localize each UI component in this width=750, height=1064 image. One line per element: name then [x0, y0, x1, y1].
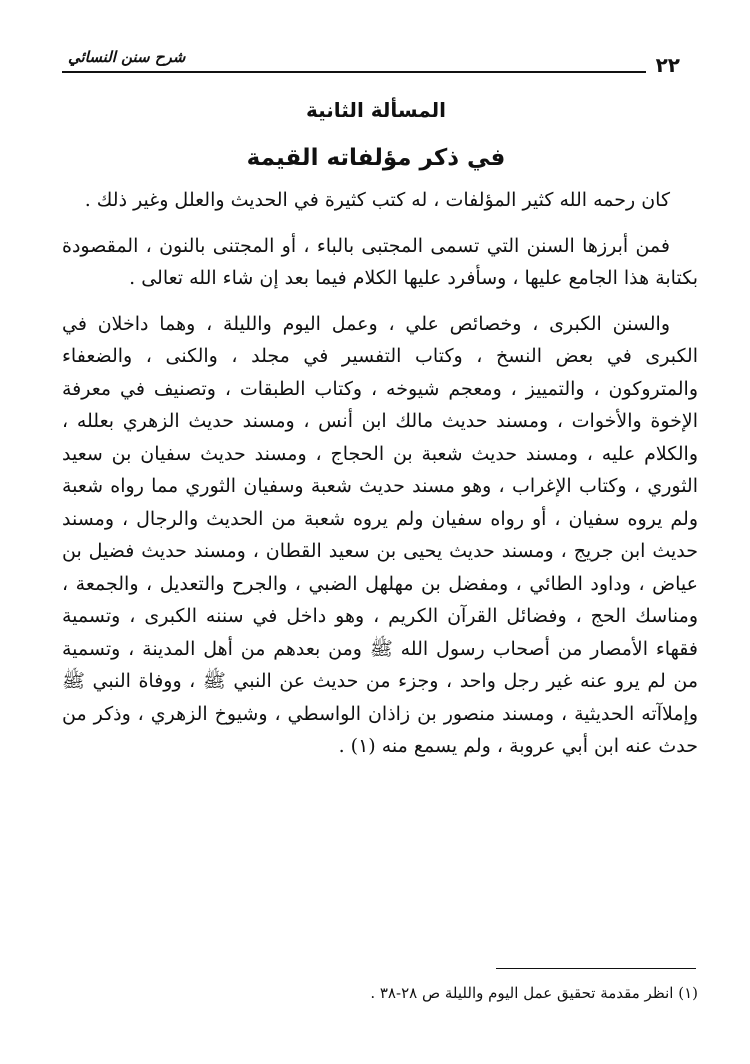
footnote: (١) انظر مقدمة تحقيق عمل اليوم والليلة ص ٢٨-٣٨ .	[370, 984, 698, 1002]
header-rule	[62, 71, 690, 73]
book-title: شرح سنن النسائي	[62, 44, 191, 70]
body-text	[62, 184, 698, 763]
page-number: ٢٢	[646, 52, 690, 78]
section-subheading: في ذكر مؤلفاته القيمة	[246, 145, 506, 171]
paragraph: والسنن الكبرى ، وخصائص علي ، وعمل اليوم والليلة ، وهما داخلان في الكبرى في بعض النسخ ، وكتاب التفسير في مجلد ، والكنى ، والضعفاء والمتروكون ، والتمييز ، ومعجم شيوخه ، وكتاب الطبقات ، وتصنيف في معرفة الإخوة والأخوات ، ومسند حديث مالك ابن أنس ، ومسند حديث الزهري بعلله ، والكلام عليه ، ومسند حديث شعبة بن الحجاج ، ومسند حديث سفيان بن سعيد الثوري ، وكتاب الإغراب ، وهو مسند حديث شعبة وسفيان الثوري مما رواه شعبة ولم يروه سفيان ، أو رواه سفيان ولم يروه شعبة من الحديث والرجال ، ومسند حديث ابن جريج ، ومسند حديث يحيى بن سعيد القطان ، ومسند حديث فضيل بن عياض ، وداود الطائي ، ومفضل بن مهلهل الضبي ، والجرح والتعديل ، والجمعة ، ومناسك الحج ، وفضائل القرآن الكريم ، وهو داخل في سننه الكبرى ، وتسمية فقهاء الأمصار من أصحاب رسول الله ﷺ ومن بعدهم من أهل المدينة ، وتسمية من لم يرو عنه غير رجل واحد ، وجزء من حديث عن النبي ﷺ ، ووفاة النبي ﷺ وإملاآته الحديثية ، ومسند منصور بن زاذان الواسطي ، وشيوخ الزهري ، وذكر من حدث عنه ابن أبي عروبة ، ولم يسمع منه (١) .	[62, 312, 698, 757]
footnote-rule	[496, 968, 696, 969]
paragraph: كان رحمه الله كثير المؤلفات ، له كتب كثيرة في الحديث والعلل وغير ذلك .	[84, 189, 670, 211]
paragraph: فمن أبرزها السنن التي تسمى المجتبى بالباء ، أو المجتنى بالنون ، المقصودة بكتابة هذا الجامع عليها ، وسأفرد عليها الكلام فيما بعد إن شاء الله تعالى .	[62, 234, 698, 289]
running-header	[62, 44, 690, 84]
section-heading: المسألة الثانية	[305, 98, 447, 122]
